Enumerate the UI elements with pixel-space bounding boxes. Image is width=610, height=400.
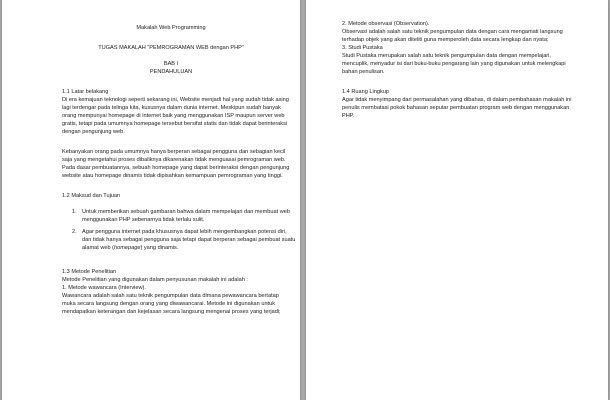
text-line: Observasi adalah salah satu teknik pengumpulan data dengan cara mengamati langsung	[342, 29, 563, 35]
text-line: Kebanyakan orang pada umumnya hanya berperan sebagai pengguna dan sebagian kecil	[62, 149, 286, 155]
header-title: Makalah Web Programming	[136, 25, 206, 31]
method-1-title: 1. Metode wawancara (Interview).	[62, 285, 146, 291]
text-line: PHP.	[342, 113, 355, 119]
list-item	[72, 208, 291, 224]
method-intro: Metode Penelitian yang digunakan dalam penyusunan makalah ini adalah :	[62, 277, 248, 283]
text-line: Agar tidak menyimpang dari permasalahan yang dibahas, di dalam pembahasan makalah ini	[342, 97, 572, 103]
list-number: 1.	[72, 209, 77, 215]
text-line: Pada dasar pembuatannya, sebuah homepage yang dapat berinteraksi dengan pengunjung	[62, 165, 290, 171]
text-line: Studi Pustaka merupakan salah satu teknik pengumpulan data dengan mempelajari,	[342, 53, 551, 59]
text-line: Di era kemajuan teknologi seperti sekarang ini, Website menjadi hal yang sudah tidak asing	[62, 97, 289, 103]
document-page-2	[306, 0, 608, 400]
text-line: Agar pengguna internet pada khususnya dapat lebih mengembangkan potensi diri,	[82, 229, 287, 235]
text-line: muka secara langsung dengan orang yang diwawancarai. Metode ini digunakan untuk	[62, 301, 276, 307]
list-number: 2.	[72, 229, 77, 235]
method-3-title: 3. Studi Pustaka	[342, 45, 383, 51]
method-2-title: 2. Metode observasi (Observation).	[342, 21, 430, 27]
paragraph-studi-pustaka	[342, 52, 592, 76]
text-line: dan tidak hanya sebagai pengguna saja tetapi dapat berperan sebagai pembuat suatu	[82, 237, 296, 243]
text-line	[82, 244, 295, 252]
text-fragment: alamat web (	[82, 245, 115, 251]
section-heading-1-1: 1.1 Latar belakang	[62, 89, 109, 95]
doc-title: TUGAS MAKALAH “PEMROGRAMAN WEB dengan PHP”	[98, 45, 244, 51]
text-fragment: ) yang dinamis.	[140, 245, 179, 251]
section-heading-1-3: 1.3 Metode Penelitian	[62, 269, 117, 275]
section-heading-1-2: 1.2 Maksud dan Tujuan	[62, 193, 121, 199]
text-line: lagi terdengar pada telinga kita, kususnya dalam dunia internet. Meskipun sudah banyak	[62, 105, 281, 111]
text-line: Untuk memberikan sebuah gambaran bahwa dalam mempelajari dan membuat web	[82, 209, 291, 215]
paragraph-wawancara	[62, 292, 280, 316]
text-line: dengan pengunjung web.	[62, 129, 125, 135]
text-line: terhadap objek yang akan diteliti guna memperoleh data secara lengkap dan nyata;	[342, 37, 549, 43]
paragraph-latar-belakang	[62, 96, 289, 136]
section-heading-1-4: 1.4 Ruang Lingkup	[342, 89, 389, 95]
text-line: mendapatkan keterangan dan kejelasan secara langsung mengenai proses yang terjadi;	[62, 309, 281, 315]
text-line: website atau homepage dinamis tidak dipisahkan kemampuan pemrograman yang tinggi.	[62, 173, 283, 179]
paragraph-kebanyakan	[62, 148, 290, 180]
paragraph-observasi	[342, 28, 592, 44]
text-line: orang mempunyai homepage di internet baik yang menggunakan ISP maupun server web	[62, 113, 285, 119]
italic-term: homepage	[114, 245, 141, 251]
list-item	[72, 228, 296, 252]
objectives-list	[62, 208, 296, 252]
text-line: penulis membatasi pokok bahasan seputar pembuatan program web dengan menggunakan	[342, 105, 570, 111]
text-line: menggunakan PHP sebenarnya tidak terlalu sulit.	[82, 217, 205, 223]
text-line: Wawancara adalah salah satu teknik pengumpulan data dimana pewawancara bertatap	[62, 293, 279, 299]
text-line: bahan penulisan.	[342, 69, 385, 75]
page-2-content	[342, 20, 592, 120]
text-line: saja yang mengetahui proses dibaliknya dikarenakan tidak menguasai pemrograman web.	[62, 157, 286, 163]
text-line: mencuplik, menyadur isi dari buku-buku pengarang lain yang digunakan untuk melengkapi	[342, 61, 566, 67]
chapter-title: PENDAHULUAN	[149, 69, 193, 75]
paragraph-ruang-lingkup	[342, 96, 592, 120]
page-1-content	[62, 24, 296, 316]
chapter-number: BAB I	[163, 61, 179, 67]
text-line: gratis, tetapi pada umumnya homepage tersebut bersifat statis dan tidak dapat berinteraksi	[62, 121, 288, 127]
document-page-1	[2, 0, 300, 400]
